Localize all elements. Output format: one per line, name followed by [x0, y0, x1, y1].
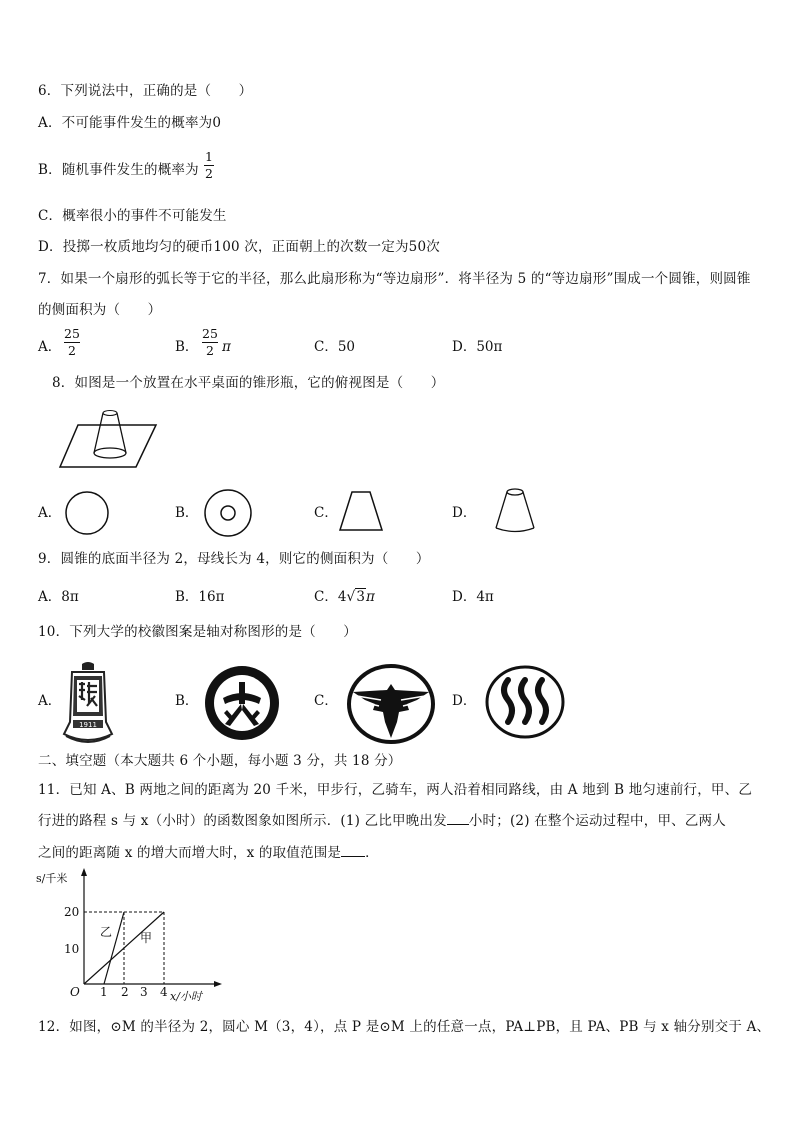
q7-stem-line1: 7．如果一个扇形的弧长等于它的半径，那么此扇形称为“等边扇形”．将半径为 5 的“等边扇形”围成一个圆锥，则圆锥	[38, 271, 751, 287]
q7-stem-line2: 的侧面积为（ ）	[38, 302, 162, 318]
q9-stem: 9．圆锥的底面半径为 2，母线长为 4，则它的侧面积为（ ）	[38, 551, 430, 567]
q8-option-b-concentric-circles	[201, 486, 255, 540]
q8-option-a-circle	[62, 488, 112, 538]
q9-option-c-pi: π	[365, 589, 375, 605]
q9-option-a: A．8π	[38, 589, 79, 605]
fraction-numerator: 1	[205, 149, 213, 164]
eagle-emblem-logo	[347, 664, 435, 744]
graph-x-tick-4: 4	[160, 985, 168, 999]
q11-line2	[38, 812, 726, 830]
q7-option-a-label: A．	[38, 339, 62, 355]
q9-option-b: B．16π	[175, 589, 225, 605]
wavy-lines-logo	[484, 664, 566, 740]
fraction-numerator: 25	[202, 326, 218, 341]
q8-stem: 8．如图是一个放置在水平桌面的锥形瓶，它的俯视图是（ ）	[52, 375, 445, 391]
q8-option-d-cone-frustum	[492, 486, 538, 536]
q6-option-d: D．投掷一枚质地均匀的硬币100 次，正面朝上的次数一定为50次	[38, 239, 440, 255]
q6-option-c: C．概率很小的事件不可能发生	[38, 208, 227, 224]
fraction-denominator: 2	[68, 343, 76, 358]
q10-option-c-label: C．	[314, 693, 338, 709]
q7-option-a-fraction	[64, 327, 80, 358]
q10-option-b-label: B．	[175, 693, 199, 709]
graph-y-axis-label: s/千米	[36, 872, 68, 885]
q6-option-a: A．不可能事件发生的概率为0	[38, 115, 222, 131]
graph-series-jia-label: 甲	[140, 931, 153, 945]
graph-origin-label: O	[70, 985, 80, 999]
fraction-numerator: 25	[64, 326, 80, 341]
logo-year-text: 1911	[79, 721, 97, 729]
q11-line3	[38, 844, 379, 862]
q8-option-d-label: D．	[452, 505, 477, 521]
q12-line1: 12．如图，⊙M 的半径为 2，圆心 M（3，4），点 P 是⊙M 上的任意一点，PA⊥PB，且 PA、PB 与 x 轴分别交于 A、	[38, 1019, 771, 1035]
q7-option-c: C．50	[314, 339, 356, 355]
q7-option-b-label: B．	[175, 339, 199, 355]
graph-series-yi-label: 乙	[100, 925, 113, 939]
graph-x-tick-3: 3	[140, 985, 148, 999]
q9-option-c: C．4√3π	[314, 589, 375, 605]
q11-line1: 11．已知 A、B 两地之间的距离为 20 千米，甲步行，乙骑车，两人沿着相同路线，由 A 地到 B 地匀速前行，甲、乙	[38, 782, 753, 798]
q11-line2-part2: 小时；(2) 在整个运动过程中，甲、乙两人	[468, 813, 726, 829]
fraction-denominator: 2	[206, 343, 214, 358]
q7-option-b-fraction	[202, 327, 218, 358]
q9-option-c-radicand: 3	[356, 589, 365, 605]
graph-y-tick-20: 20	[64, 905, 80, 919]
graph-x-axis-label: x/小时	[170, 990, 202, 1003]
q11-answer-blank-1[interactable]	[447, 812, 469, 825]
q11-line3-part1: 之间的距离随 x 的增大而增大时，x 的取值范围是	[38, 845, 342, 861]
q6-option-b: B．随机事件发生的概率为	[38, 162, 199, 178]
tsinghua-bell-logo	[60, 660, 116, 750]
q9-option-c-prefix: C．4	[314, 589, 347, 605]
q6-option-b-fraction	[204, 150, 214, 181]
graph-x-tick-2: 2	[121, 985, 129, 999]
graph-y-tick-10: 10	[64, 942, 80, 956]
q8-option-b-label: B．	[175, 505, 199, 521]
q8-option-a-label: A．	[38, 505, 62, 521]
q7-option-b-pi: π	[222, 339, 231, 355]
section-2-heading: 二、填空题（本大题共 6 个小题，每小题 3 分，共 18 分）	[38, 753, 402, 769]
fraction-denominator: 2	[205, 166, 213, 181]
q8-option-c-trapezoid	[336, 488, 386, 534]
q10-stem: 10．下列大学的校徽图案是轴对称图形的是（ ）	[38, 624, 357, 640]
q10-option-d-label: D．	[452, 693, 477, 709]
peking-university-logo	[203, 664, 281, 742]
q8-option-c-label: C．	[314, 505, 338, 521]
q11-answer-blank-2[interactable]	[341, 844, 365, 857]
q9-option-d: D．4π	[452, 589, 494, 605]
q6-stem: 6．下列说法中，正确的是（ ）	[38, 83, 253, 99]
graph-x-tick-1: 1	[100, 985, 108, 999]
q7-option-d: D．50π	[452, 339, 503, 355]
q11-line3-part2: ．	[365, 845, 379, 861]
q11-line2-part1: 行进的路程 s 与 x（小时）的函数图象如图所示．(1) 乙比甲晚出发	[38, 813, 447, 829]
conical-flask-figure	[60, 405, 160, 471]
q10-option-a-label: A．	[38, 693, 62, 709]
distance-time-graph	[34, 866, 224, 1006]
